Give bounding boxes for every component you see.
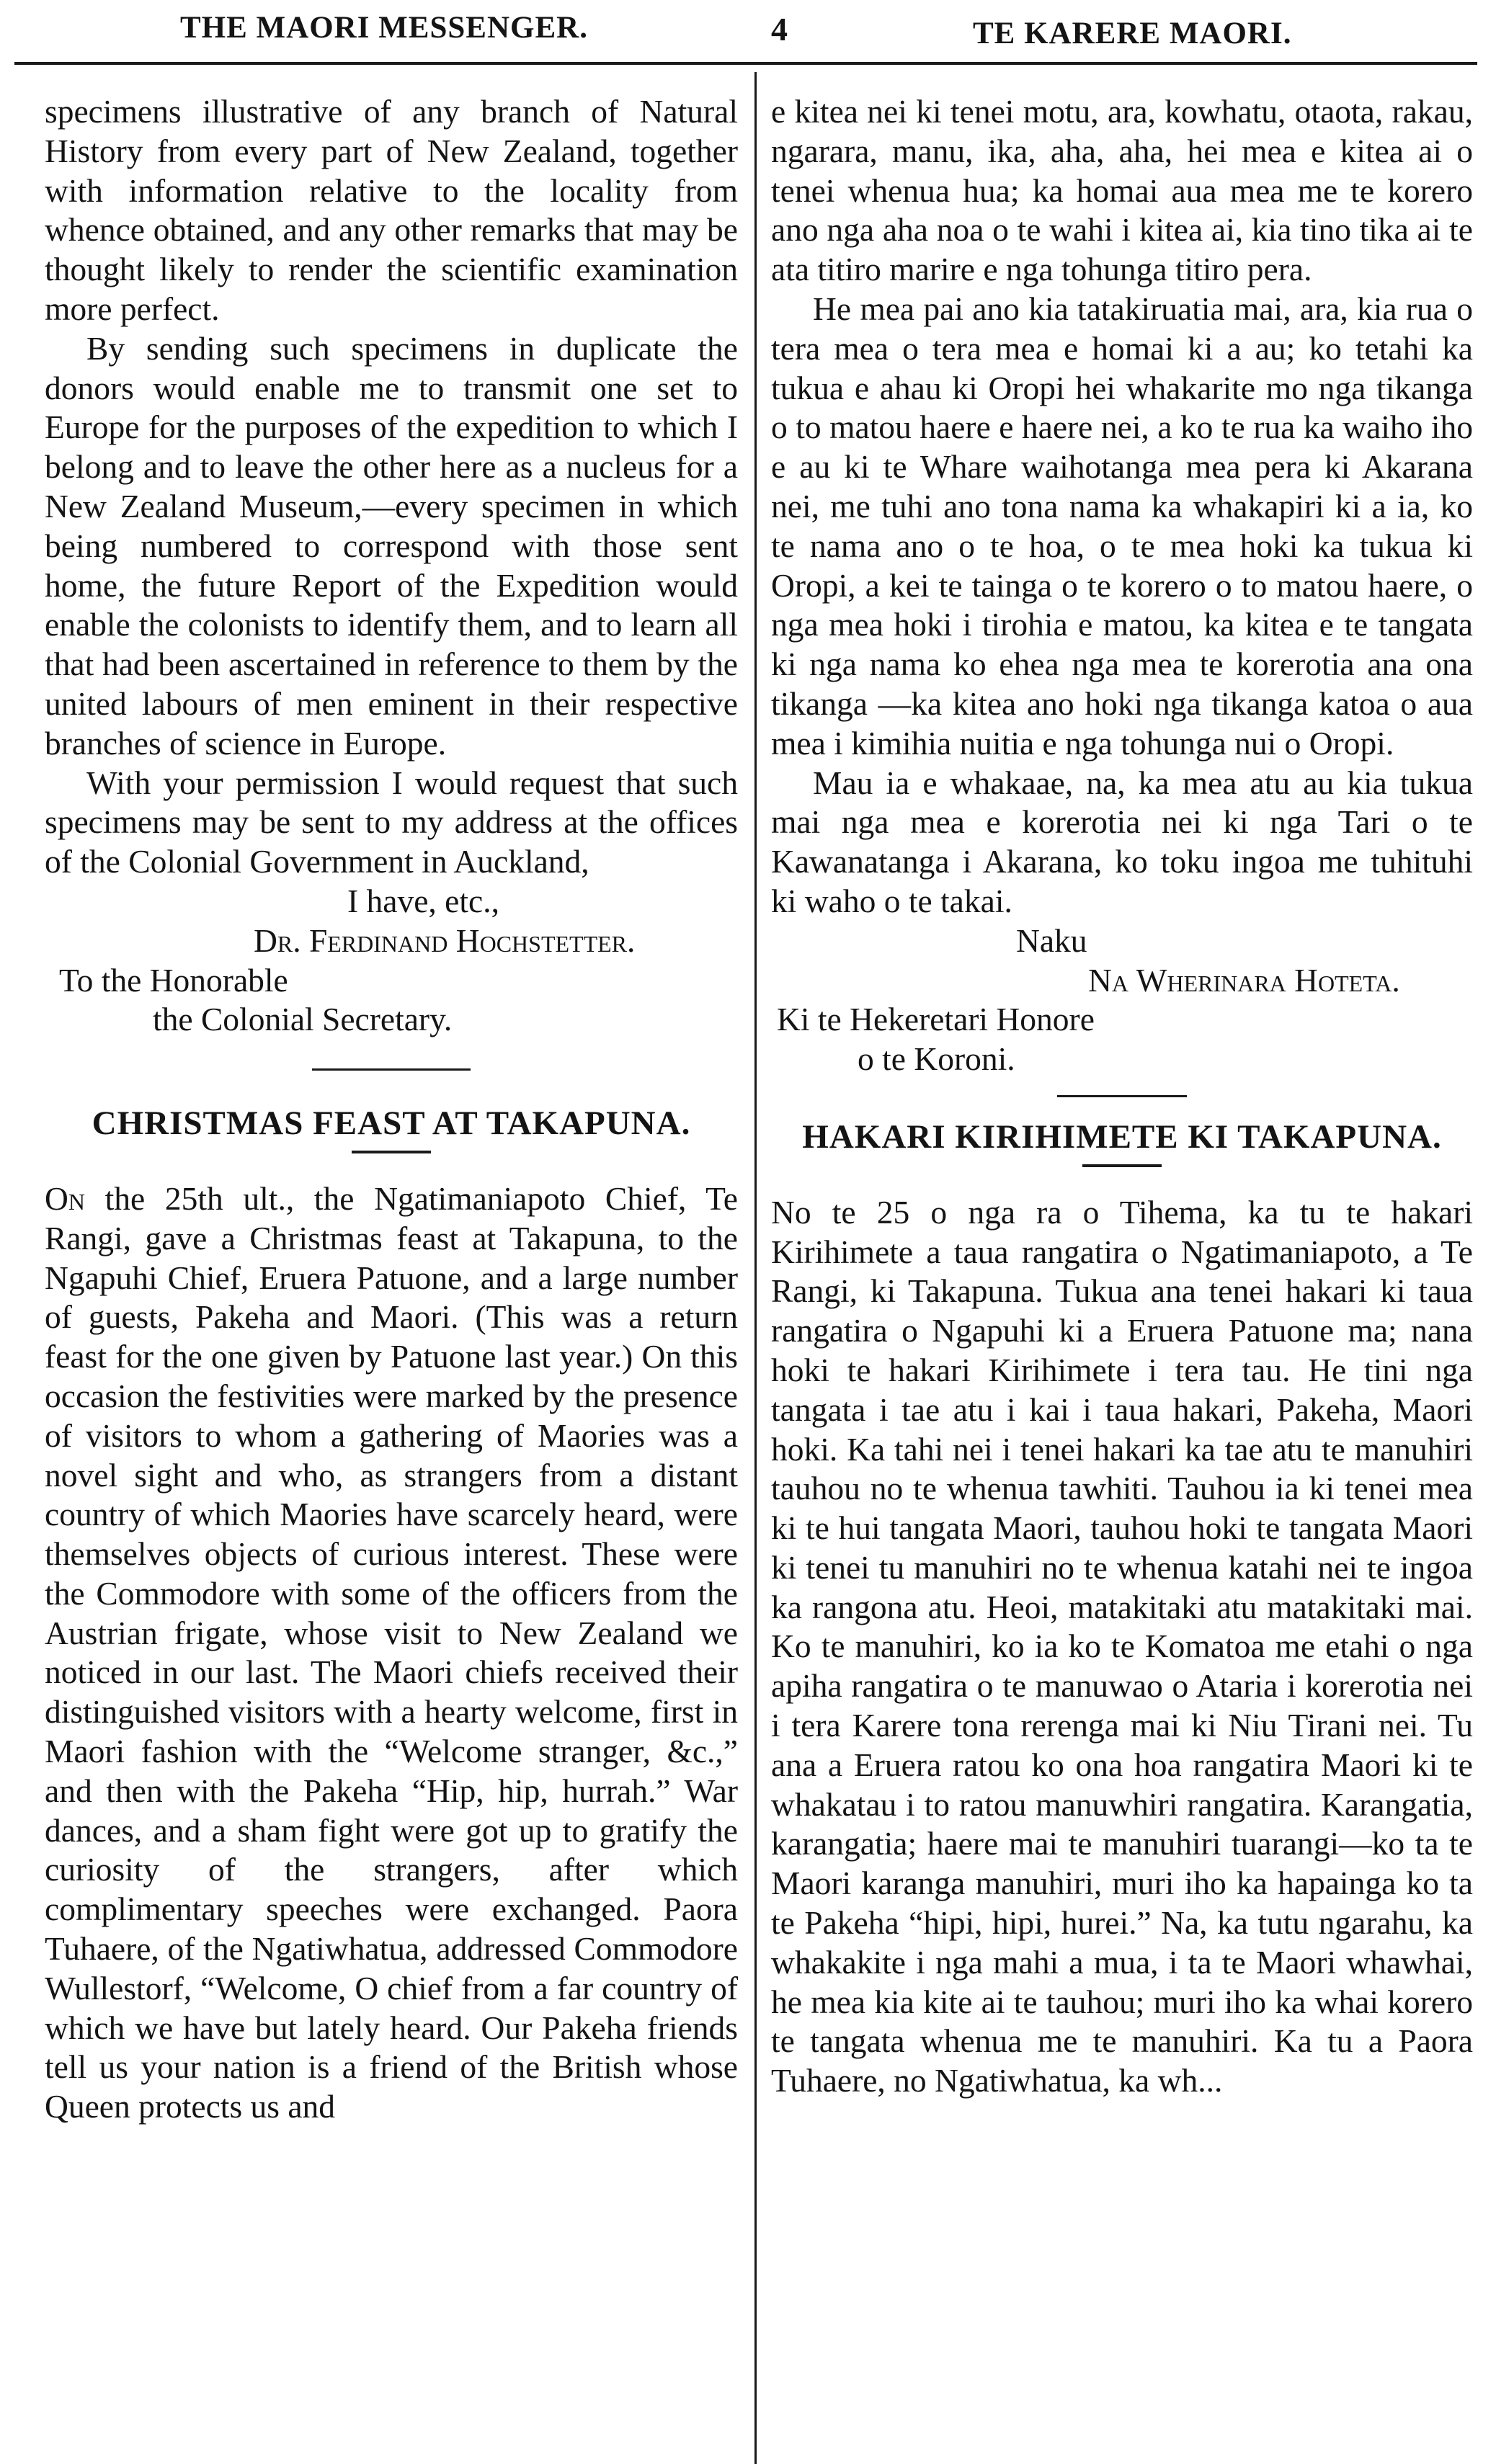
heading-underline-maori: [1082, 1164, 1162, 1167]
section-rule-maori: [1057, 1095, 1187, 1097]
reta-continuation-paragraph: e kitea nei ki tenei motu, ara, kowhatu, otaota, rakau, ngarara, manu, ika, aha, aha, hei mea e kitea ai o tenei whenua hua; ka homai aua mea me te korero ano nga aha noa o te wahi i kitea ai, kia tino tika ai te ata titiro marire e nga tohunga titiro pera.: [771, 93, 1473, 288]
letter-signature: Dr. Ferdinand Hochstetter.: [254, 921, 636, 959]
maori-column: [771, 92, 1473, 2101]
section-rule: [312, 1068, 471, 1071]
article-body-maori: No te 25 o nga ra o Tihema, ka tu te hakari Kirihimete a taua rangatira o Ngatimaniapoto, a Te Rangi, ki Takapuna. Tukua ana tenei hakari ki taua rangatira o Ngapuhi ki a Eruera Patuone ma; nana hoki te hakari Kirihimete i tera tau. He tini nga tangata i tae atu i kai i taua hakari, Pakeha, Maori hoki. Ka tahi nei i tenei hakari ka tae atu te manuhiri tauhou no te whenua tawhiti. Tauhou ia ki tenei mea ki te hui tangata Maori, tauhou hoki te tangata Maori ki tenei tu manuhiri no te whenua katahi nei te ingoa ka rangona atu. Heoi, matakitaki atu matakitaki mai. Ko te manuhiri, ko ia ko te Komatoa me etahi o nga apiha rangatira o te manuwao o Ataria i korerotia nei i tera Karere tona rerenga mai ki Niu Tirani nei. Tu ana a Eruera ratou ko ona hoa rangatira Maori ki te whakatau i to ratou manuwhiri rangatira. Karangatia, karangatia; haere mai te manuhiri tuarangi—ko ta te Maori karanga manuhiri, muri iho ka hapainga ko ta te Pakeha “hipi, hipi, hurei.” Na, ka tutu ngarahu, ka whakakite i nga mahi a mua, i ta te Maori whawhai, he mea kia kite ai te tauhou; muri iho ka whai korero te tangata whenua me te manuhiri. Ka tu a Paora Tuhaere, no Ngatiwhatua, ka wh...: [771, 1193, 1473, 2099]
header-maori-title: TE KARERE MAORI.: [973, 17, 1292, 50]
page-number: 4: [771, 11, 788, 48]
column-divider: [754, 72, 757, 2464]
heading-underline: [352, 1151, 431, 1153]
article-text-english: the 25th ult., the Ngatimaniapoto Chief, Te Rangi, gave a Christmas feast at Takapuna, to the Ngapuhi Chief, Eruera Patuone, and a large number of guests, Pakeha and Maori. (This was a return feast for the one given by Patuone last year.) On this occasion the festivities were marked by the presence of visitors to whom a gathering of Maories was a novel sight and who, as strangers from a distant country of which Maories have scarcely heard, were themselves objects of curious interest. These were the Commodore with some of the officers from the Austrian frigate, whose visit to New Zealand we noticed in our last. The Maori chiefs received their distinguished visitors with a hearty welcome, first in Maori fashion with the “Welcome stranger, &c.,” and then with the Pakeha “Hip, hip, hurrah.” War dances, and a sham fight were got up to gratify the curiosity of the strangers, after which complimentary speeches were exchanged. Paora Tuhaere, of the Ngatiwhatua, addressed Commodore Wullestorf, “Welcome, O chief from a far country of which we have but lately heard. Our Pakeha friends tell us your nation is a friend of the British whose Queen protects us and: [45, 1179, 738, 2125]
reta-closing: Naku: [1016, 921, 1087, 959]
reta-signature: Na Wherinara Hoteta.: [1088, 961, 1400, 999]
reta-paragraph-2: He mea pai ano kia tatakiruatia mai, ara, kia rua o tera mea o tera mea e homai ki a au; ko tetahi ka tukua e ahau ki Oropi hei whakarite mo nga tikanga o to matou haere e haere nei, a ko te rua ka waiho iho e au ki te Whare waihotanga mea pera ki Akarana nei, me tuhi ano tona nama ka whakapiri ki a ia, ko te nama ano o te hoa, o te mea hoki ka tukua ki Oropi, a kei te tainga o te korero o to matou haere, o nga mea hoki i tirohia e matou, ka kitea e te tangata ki nga nama ko ehea nga mea te korerotia ana ona tikanga —ka kitea ano hoki nga tikanga katoa o aua mea i kimihia nuitia e nga tohunga nui o Oropi.: [771, 290, 1473, 762]
letter-addressee-line-1: To the Honorable: [59, 961, 288, 999]
article-heading-english: CHRISTMAS FEAST AT TAKAPUNA.: [92, 1104, 691, 1143]
letter-continuation-paragraph: specimens illustrative of any branch of Natural History from every part of New Zealand, together with information relative to the locality from whence obtained, and any other remarks that may be thought likely to render the scientific examination more perfect.: [45, 93, 738, 327]
letter-addressee-line-2: the Colonial Secretary.: [153, 1001, 453, 1038]
english-column: [45, 92, 738, 2127]
letter-paragraph-duplicates: By sending such specimens in duplicate the donors would enable me to transmit one set to Europe for the purposes of the expedition to which I belong and to leave the other here as a nucleus for a New Zealand Museum,—every specimen in which being numbered to correspond with those sent home, the future Report of the Expedition would enable the colonists to identify them, and to learn all that had been ascertained in reference to them by the united labours of men eminent in their respective branches of science in Europe.: [45, 329, 738, 762]
reta-paragraph-3: Mau ia e whakaae, na, ka mea atu au kia tukua mai nga mea e korerotia nei ki nga Tari o te Kawanatanga i Akarana, ko toku ingoa me tuhituhi ki waho o te takai.: [771, 764, 1473, 919]
reta-addressee-line-1: Ki te Hekeretari Honore: [777, 1001, 1095, 1038]
article-heading-maori: HAKARI KIRIHIMETE KI TAKAPUNA.: [802, 1117, 1442, 1156]
letter-closing: I have, etc.,: [347, 882, 499, 919]
header-rule: [14, 62, 1477, 65]
reta-addressee-line-2: o te Koroni.: [858, 1040, 1015, 1078]
page-header: [0, 0, 1496, 58]
article-lead-word: On: [45, 1179, 85, 1217]
article-body-english: [45, 1179, 738, 2127]
header-english-title: THE MAORI MESSENGER.: [180, 11, 588, 45]
letter-paragraph-request: With your permission I would request that such specimens may be sent to my address at the offices of the Colonial Government in Auckland,: [45, 764, 738, 880]
